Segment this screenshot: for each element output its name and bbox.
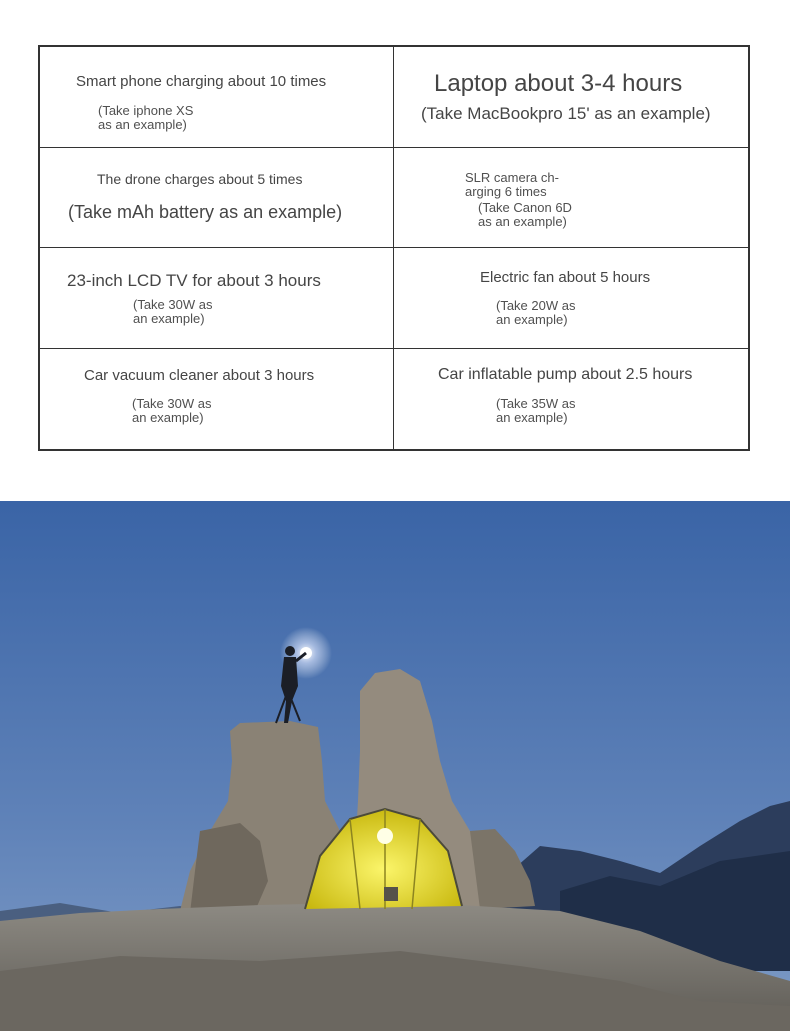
vacuum-title: Car vacuum cleaner about 3 hours (84, 366, 315, 384)
cell-inflatable-pump (394, 349, 748, 450)
fan-note: (Take 20W as an example) (496, 298, 576, 327)
fan-title: Electric fan about 5 hours (480, 269, 651, 286)
camping-photo (0, 501, 790, 1031)
vacuum-note: (Take 30W as an example) (132, 395, 212, 425)
pump-title: Car inflatable pump about 2.5 hours (438, 365, 693, 383)
cell-laptop (394, 47, 748, 148)
smartphone-note: (Take iphone XS as an example) (98, 103, 194, 132)
cell-drone (40, 148, 394, 249)
cell-slr-camera (394, 148, 748, 249)
lcd-tv-title: 23-inch LCD TV for about 3 hours (67, 271, 321, 290)
slr-note: (Take Canon 6D as an example) (478, 199, 572, 229)
camping-stove (384, 887, 398, 901)
tent-lamp (377, 828, 393, 844)
usage-table (38, 45, 750, 451)
slr-title: SLR camera ch- arging 6 times (465, 169, 559, 199)
cell-electric-fan (394, 248, 748, 349)
person-head (285, 646, 295, 656)
camping-scene-illustration (0, 501, 790, 1031)
smartphone-title: Smart phone charging about 10 times (76, 73, 327, 90)
lcd-tv-note: (Take 30W as an example) (133, 297, 213, 326)
drone-note: (Take mAh battery as an example) (68, 201, 343, 222)
cell-smartphone (40, 47, 394, 148)
cell-lcd-tv (40, 248, 394, 349)
pump-note: (Take 35W as an example) (496, 395, 576, 425)
drone-title: The drone charges about 5 times (97, 170, 303, 187)
cell-car-vacuum (40, 349, 394, 450)
laptop-note: (Take MacBookpro 15' as an example) (421, 104, 711, 123)
laptop-title: Laptop about 3-4 hours (434, 70, 683, 97)
